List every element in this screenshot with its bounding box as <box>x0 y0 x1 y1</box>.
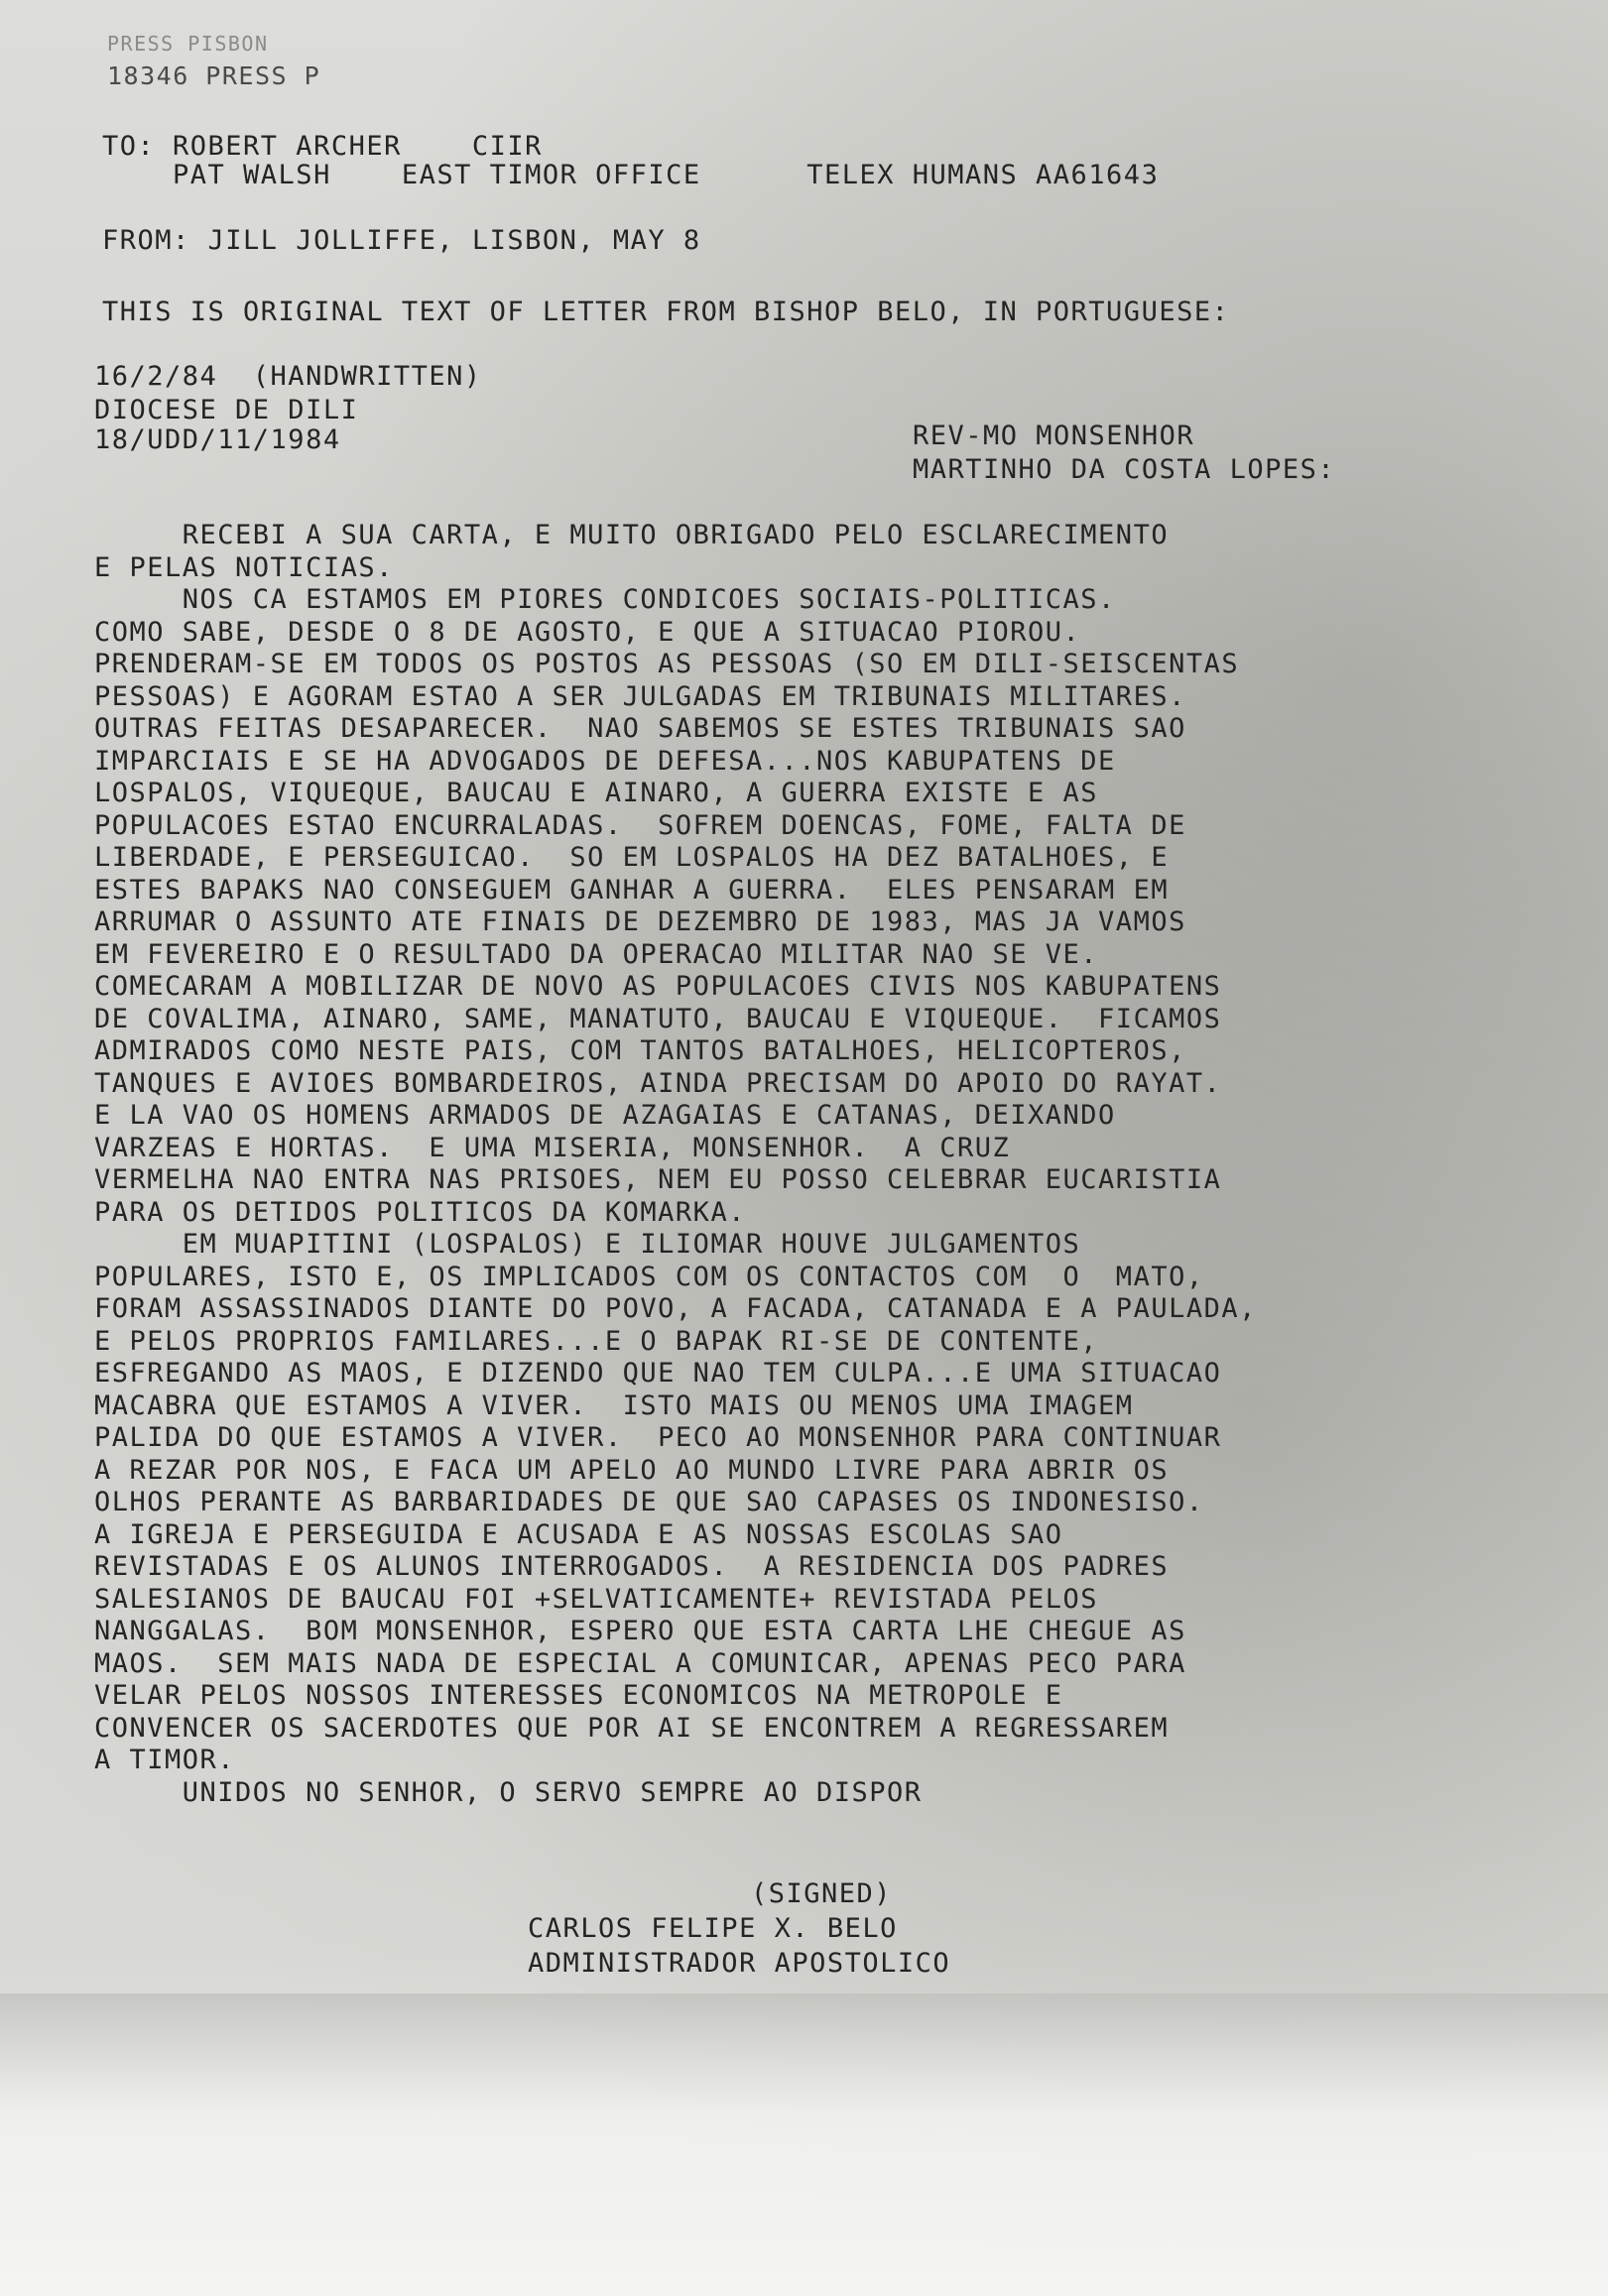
letter-body-line: OUTRAS FEITAS DESAPARECER. NAO SABEMOS SE ESTES TRIBUNAIS SAO <box>94 713 1186 744</box>
letter-body-line: VARZEAS E HORTAS. E UMA MISERIA, MONSENHOR. A CRUZ <box>94 1133 1011 1163</box>
to-line-2: PAT WALSH EAST TIMOR OFFICE TELEX HUMANS AA61643 <box>102 160 1160 190</box>
letter-body-line: DE COVALIMA, AINARO, SAME, MANATUTO, BAUCAU E VIQUEQUE. FICAMOS <box>94 1004 1222 1034</box>
bottom-faded-band <box>0 1994 1608 2296</box>
letter-body-line: LOSPALOS, VIQUEQUE, BAUCAU E AINARO, A GUERRA EXISTE E AS <box>94 778 1099 808</box>
letter-body-line: VELAR PELOS NOSSOS INTERESSES ECONOMICOS NA METROPOLE E <box>94 1680 1063 1711</box>
letter-body-line: NOS CA ESTAMOS EM PIORES CONDICOES SOCIAIS-POLITICAS. <box>94 584 1116 615</box>
letter-body-line: PALIDA DO QUE ESTAMOS A VIVER. PECO AO MONSENHOR PARA CONTINUAR <box>94 1422 1222 1453</box>
letter-date: 16/2/84 (HANDWRITTEN) <box>94 361 482 392</box>
header-faint-line: PRESS PISBON <box>107 32 269 56</box>
letter-body-line: LIBERDADE, E PERSEGUICAO. SO EM LOSPALOS HA DEZ BATALHOES, E <box>94 842 1170 873</box>
letter-body-line: REVISTADAS E OS ALUNOS INTERROGADOS. A RESIDENCIA DOS PADRES <box>94 1551 1170 1582</box>
letter-body-line: CONVENCER OS SACERDOTES QUE POR AI SE ENCONTREM A REGRESSAREM <box>94 1713 1170 1744</box>
letter-body-line: POPULACOES ESTAO ENCURRALADAS. SOFREM DOENCAS, FOME, FALTA DE <box>94 810 1186 841</box>
letter-body-line: RECEBI A SUA CARTA, E MUITO OBRIGADO PELO ESCLARECIMENTO <box>94 520 1170 550</box>
letter-body-line: PESSOAS) E AGORAM ESTAO A SER JULGADAS EM TRIBUNAIS MILITARES. <box>94 681 1186 712</box>
letter-body-line: E PELAS NOTICIAS. <box>94 552 394 583</box>
letter-body-line: A TIMOR. <box>94 1745 236 1775</box>
signed-note: (SIGNED) <box>751 1878 893 1909</box>
letter-body-line: A REZAR POR NOS, E FACA UM APELO AO MUNDO LIVRE PARA ABRIR OS <box>94 1455 1170 1486</box>
signatory-title: ADMINISTRADOR APOSTOLICO <box>528 1948 951 1979</box>
letter-body-line: MACABRA QUE ESTAMOS A VIVER. ISTO MAIS OU MENOS UMA IMAGEM <box>94 1390 1134 1421</box>
letter-body-line: UNIDOS NO SENHOR, O SERVO SEMPRE AO DISPOR <box>94 1777 923 1808</box>
signatory-name: CARLOS FELIPE X. BELO <box>528 1913 898 1944</box>
letter-body-line: E LA VAO OS HOMENS ARMADOS DE AZAGAIAS E CATANAS, DEIXANDO <box>94 1100 1116 1131</box>
letter-body-line: ADMIRADOS COMO NESTE PAIS, COM TANTOS BATALHOES, HELICOPTEROS, <box>94 1035 1186 1066</box>
letter-body-line: VERMELHA NAO ENTRA NAS PRISOES, NEM EU POSSO CELEBRAR EUCARISTIA <box>94 1164 1222 1195</box>
letter-body-line: POPULARES, ISTO E, OS IMPLICADOS COM OS CONTACTOS COM O MATO, <box>94 1262 1204 1292</box>
to-line-1: TO: ROBERT ARCHER CIIR <box>102 131 543 162</box>
letter-body-line: A IGREJA E PERSEGUIDA E ACUSADA E AS NOSSAS ESCOLAS SAO <box>94 1519 1063 1550</box>
letter-body-line: ESFREGANDO AS MAOS, E DIZENDO QUE NAO TEM CULPA...E UMA SITUACAO <box>94 1358 1222 1389</box>
letter-reference: 18/UDD/11/1984 <box>94 424 341 455</box>
header-press-line: 18346 PRESS P <box>107 61 321 90</box>
letter-body-line: OLHOS PERANTE AS BARBARIDADES DE QUE SAO CAPASES OS INDONESISO. <box>94 1487 1204 1517</box>
letter-body-line: PRENDERAM-SE EM TODOS OS POSTOS AS PESSOAS (SO EM DILI-SEISCENTAS <box>94 649 1240 679</box>
letter-body-line: EM FEVEREIRO E O RESULTADO DA OPERACAO MILITAR NAO SE VE. <box>94 939 1099 970</box>
letter-body-line: COMECARAM A MOBILIZAR DE NOVO AS POPULACOES CIVIS NOS KABUPATENS <box>94 971 1222 1002</box>
recipient-line-2: MARTINHO DA COSTA LOPES: <box>913 454 1336 485</box>
letter-body-line: SALESIANOS DE BAUCAU FOI +SELVATICAMENTE+ REVISTADA PELOS <box>94 1584 1099 1615</box>
letter-body-line: COMO SABE, DESDE O 8 DE AGOSTO, E QUE A SITUACAO PIOROU. <box>94 617 1081 648</box>
letter-body-line: TANQUES E AVIOES BOMBARDEIROS, AINDA PRECISAM DO APOIO DO RAYAT. <box>94 1068 1222 1099</box>
letter-body-line: PARA OS DETIDOS POLITICOS DA KOMARKA. <box>94 1197 746 1228</box>
letter-body-line: EM MUAPITINI (LOSPALOS) E ILIOMAR HOUVE JULGAMENTOS <box>94 1229 1081 1260</box>
letter-body-line: E PELOS PROPRIOS FAMILARES...E O BAPAK RI-SE DE CONTENTE, <box>94 1326 1099 1357</box>
letter-body-line: ESTES BAPAKS NAO CONSEGUEM GANHAR A GUERRA. ELES PENSARAM EM <box>94 875 1170 906</box>
letter-body-line: FORAM ASSASSINADOS DIANTE DO POVO, A FACADA, CATANADA E A PAULADA, <box>94 1293 1257 1324</box>
from-line: FROM: JILL JOLLIFFE, LISBON, MAY 8 <box>102 225 701 256</box>
diocese-name: DIOCESE DE DILI <box>94 395 359 425</box>
recipient-line-1: REV-MO MONSENHOR <box>913 421 1195 451</box>
letter-body-line: NANGGALAS. BOM MONSENHOR, ESPERO QUE ESTA CARTA LHE CHEGUE AS <box>94 1616 1186 1646</box>
intro-line: THIS IS ORIGINAL TEXT OF LETTER FROM BISHOP BELO, IN PORTUGUESE: <box>102 297 1230 327</box>
letter-body-line: IMPARCIAIS E SE HA ADVOGADOS DE DEFESA...NOS KABUPATENS DE <box>94 746 1116 777</box>
letter-body-line: ARRUMAR O ASSUNTO ATE FINAIS DE DEZEMBRO DE 1983, MAS JA VAMOS <box>94 906 1186 937</box>
letter-body-line: MAOS. SEM MAIS NADA DE ESPECIAL A COMUNICAR, APENAS PECO PARA <box>94 1648 1186 1679</box>
